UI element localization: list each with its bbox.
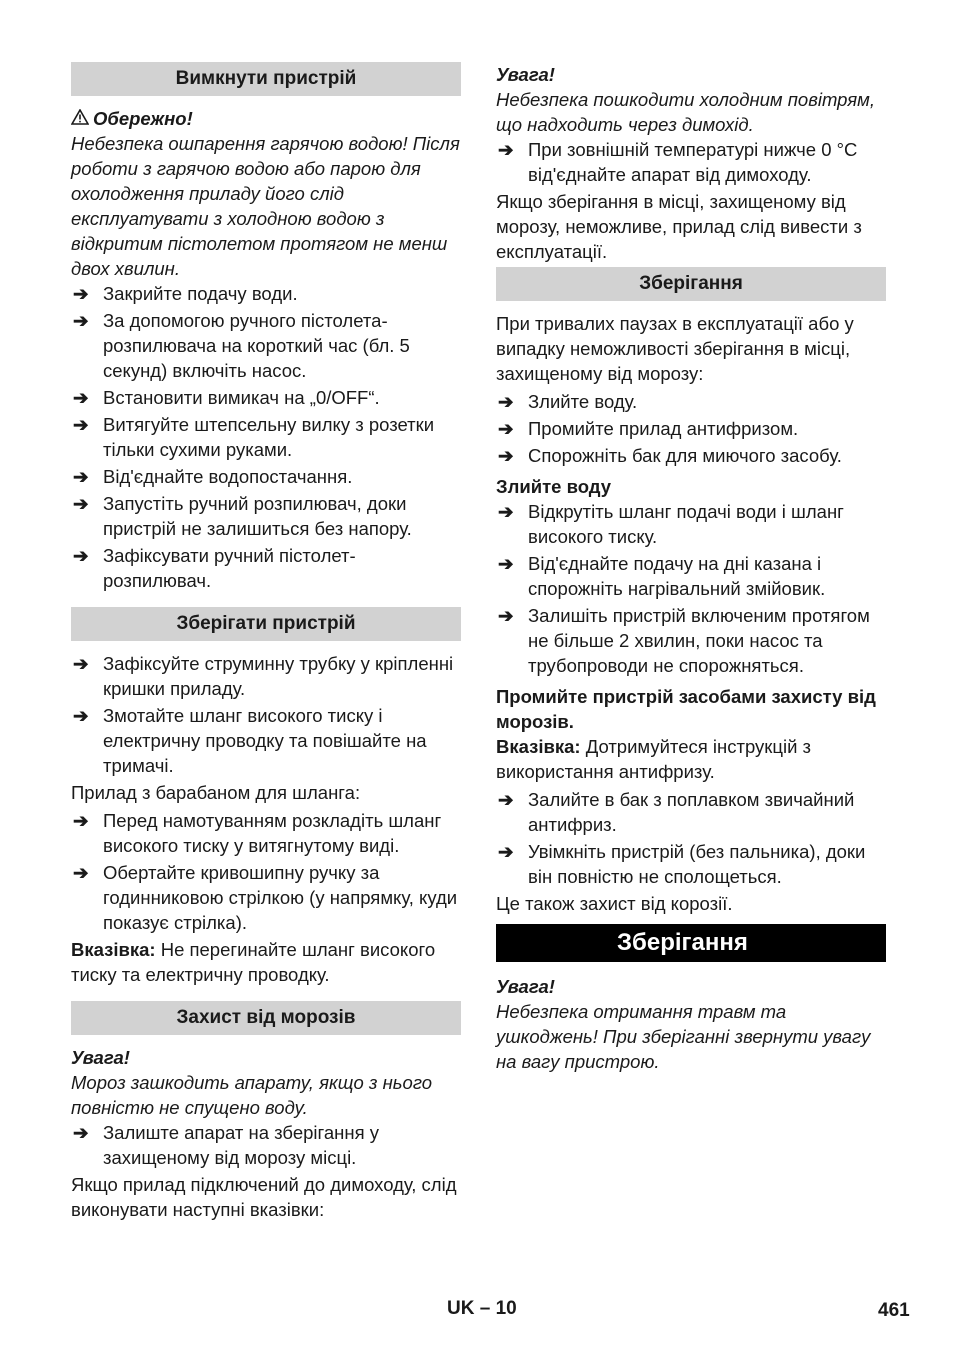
right-arrow-icon: ➔ [498,501,514,522]
section-title-frost-protection: Захист від морозів [71,1001,461,1035]
right-arrow-icon: ➔ [73,1122,89,1143]
store-steps [71,651,461,778]
list-item: ➔ Зафіксувати ручний пістолет-розпилювач. [73,545,356,591]
page-number: 461 [878,1300,910,1321]
warning-triangle-icon [71,106,93,131]
note-label: Вказівка: [71,939,156,960]
attention-text: Мороз зашкодить апарату, якщо з нього повністю не спущено воду. [71,1072,433,1118]
section-title-store-device: Зберігати пристрій [71,607,461,641]
attention-label: Увага! [71,1047,130,1068]
right-arrow-icon: ➔ [73,705,89,726]
corrosion-text: Це також захист від корозії. [496,893,733,914]
list-item: ➔ Злийте воду. [498,391,638,412]
storage-intro: При тривалих паузах в експлуатації або у випадку неможливості зберігання в місці, захищеному від морозу: [496,313,854,384]
list-item: ➔ Залийте в бак з поплавком звичайний антифриз. [498,789,855,835]
list-item: ➔ За допомогою ручного пістолета-розпилювача на короткий час (бл. 5 секунд) включіть насос. [73,310,410,381]
chimney-steps [496,137,886,187]
section-title-storage: Зберігання [496,267,886,301]
list-item: ➔ Від'єднайте водопостачання. [73,466,353,487]
right-arrow-icon: ➔ [73,466,89,487]
attention-label: Увага! [496,976,555,997]
list-item: ➔ Увімкніть пристрій (без пальника), доки він повністю не сполощеться. [498,841,866,887]
store-note [71,937,461,987]
list-item: ➔ Запустіть ручний розпилювач, доки пристрій не залишиться без напору. [73,493,412,539]
list-item: ➔ Зафіксуйте струминну трубку у кріпленні кришки приладу. [73,653,454,699]
hose-drum-steps [71,808,461,935]
decommission-text: Якщо зберігання в місці, захищеному від морозу, неможливе, прилад слід вивести з експлуатації. [496,191,862,262]
right-arrow-icon: ➔ [73,283,89,304]
note-text: Дотримуйтеся інструкцій з використання антифризу. [496,736,812,782]
attention-text: Небезпека отримання травм та ушкоджень! При зберіганні звернути увагу на вагу пристрою. [496,1001,871,1072]
right-arrow-icon: ➔ [73,493,89,514]
right-arrow-icon: ➔ [498,841,514,862]
list-item: ➔ Спорожніть бак для миючого засобу. [498,445,842,466]
list-item: ➔ Витягуйте штепсельну вилку з розетки тільки сухими руками. [73,414,435,460]
right-arrow-icon: ➔ [498,445,514,466]
right-arrow-icon: ➔ [498,418,514,439]
list-item: ➔ Від'єднайте подачу на дні казана і спорожніть нагрівальний змійовик. [498,553,826,599]
list-item: ➔ Залиште апарат на зберігання у захищеному від морозу місці. [73,1122,379,1168]
page-label: UK – 10 [447,1298,517,1319]
list-item: ➔ Обертайте кривошипну ручку за годинниковою стрілкою (у напрямку, куди показує стрілка). [73,862,458,933]
switch-off-steps [71,281,461,593]
attention-label: Увага! [496,64,555,85]
hose-drum-text: Прилад з барабаном для шланга: [71,782,361,803]
frost-steps [71,1120,461,1170]
note-label: Вказівка: [496,736,581,757]
note-text: Не перегинайте шланг високого тиску та електричну проводку. [71,939,436,985]
chimney-text: Якщо прилад підключений до димоходу, слід виконувати наступні вказівки: [71,1174,457,1220]
right-column [496,62,886,1074]
list-item: ➔ При зовнішній температурі нижче 0 °C від'єднайте апарат від димоходу. [498,139,858,185]
list-item: ➔ Залишіть пристрій включеним протягом не більше 2 хвилин, поки насос та трубопроводи не спорожняться. [498,605,870,676]
right-arrow-icon: ➔ [73,387,89,408]
storage-steps [496,389,886,468]
list-item: ➔ Закрийте подачу води. [73,283,298,304]
list-item: ➔ Змотайте шланг високого тиску і електричну проводку та повішайте на тримачі. [73,705,427,776]
right-arrow-icon: ➔ [498,553,514,574]
right-arrow-icon: ➔ [498,605,514,626]
antifreeze-note [496,734,886,784]
attention-text: Небезпека пошкодити холодним повітрям, що надходить через димохід. [496,89,875,135]
right-arrow-icon: ➔ [73,653,89,674]
right-arrow-icon: ➔ [498,139,514,160]
left-column [71,62,461,1225]
list-item: ➔ Відкрутіть шланг подачі води і шланг високого тиску. [498,501,844,547]
caution-label: Обережно! [93,108,193,129]
list-item: ➔ Промийте прилад антифризом. [498,418,799,439]
right-arrow-icon: ➔ [73,545,89,566]
section-title-switch-off: Вимкнути пристрій [71,62,461,96]
chapter-title-storage: Зберігання [496,924,886,962]
right-arrow-icon: ➔ [73,310,89,331]
subheading-drain-water: Злийте воду [496,476,612,497]
subheading-antifreeze: Промийте пристрій засобами захисту від морозів. [496,686,876,732]
antifreeze-steps [496,787,886,889]
list-item: ➔ Перед намотуванням розкладіть шланг високого тиску у витягнутому виді. [73,810,442,856]
right-arrow-icon: ➔ [73,414,89,435]
right-arrow-icon: ➔ [498,789,514,810]
right-arrow-icon: ➔ [498,391,514,412]
list-item: ➔ Встановити вимикач на „0/OFF“. [73,387,380,408]
right-arrow-icon: ➔ [73,810,89,831]
drain-steps [496,499,886,678]
right-arrow-icon: ➔ [73,862,89,883]
caution-heading [71,106,461,131]
caution-text: Небезпека ошпарення гарячою водою! Після роботи з гарячою водою або парою для охолодження приладу його слід експлуатувати з холодною водою з відкритим пістолетом протягом не менш двох хвилин. [71,133,460,279]
